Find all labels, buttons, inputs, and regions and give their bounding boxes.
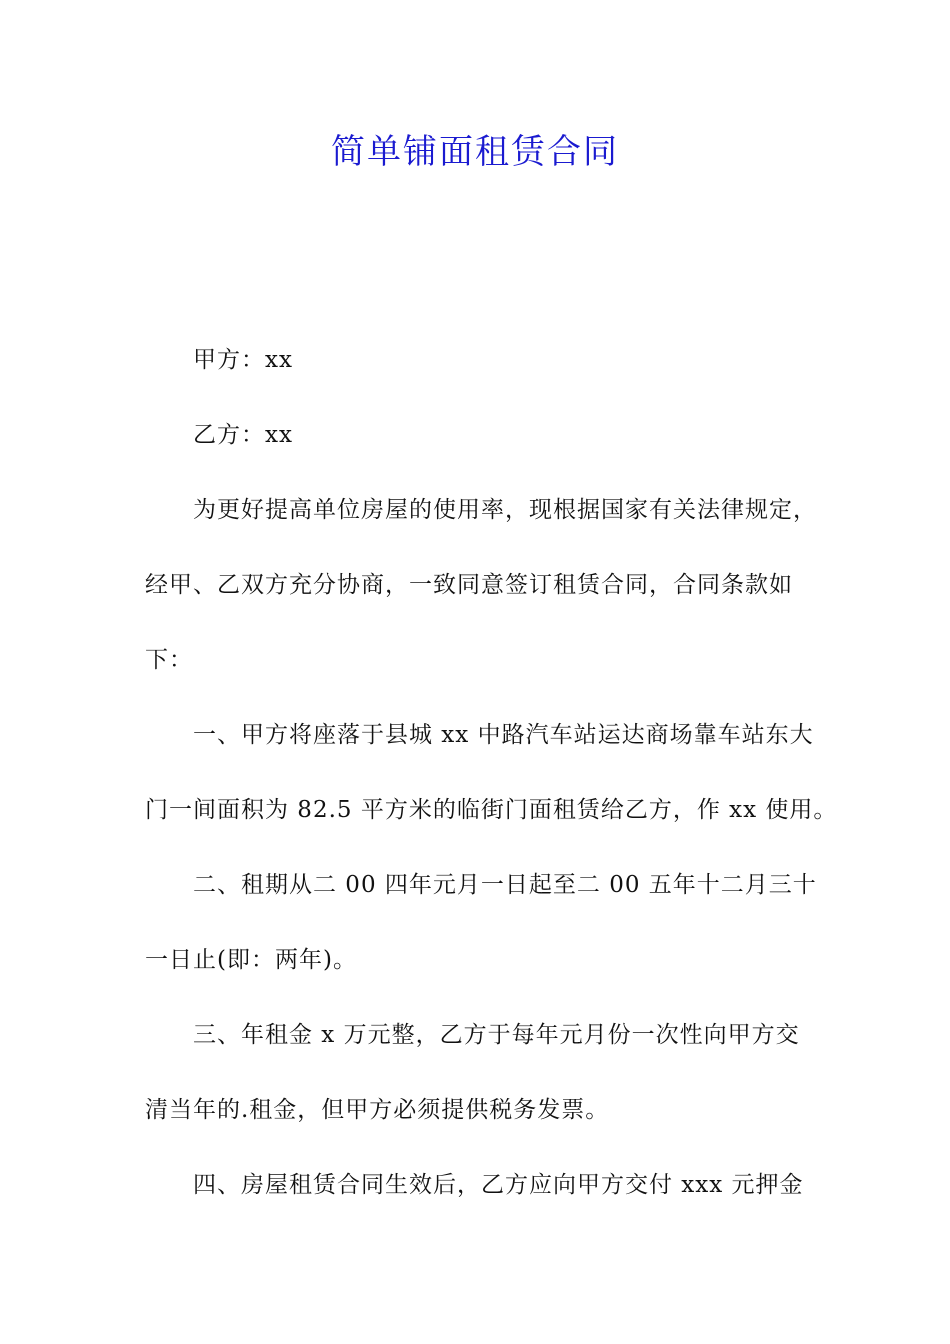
clause-2-line-2: 一日止(即：两年)。 (145, 947, 357, 973)
clause-2-line-1: 二、租期从二 00 四年元月一日起至二 00 五年十二月三十 (193, 872, 817, 898)
clause-3-line-2: 清当年的.租金，但甲方必须提供税务发票。 (145, 1097, 610, 1123)
document-title: 简单铺面租赁合同 (331, 132, 619, 172)
party-b-line: 乙方：xx (193, 422, 293, 448)
party-a-line: 甲方：xx (193, 347, 293, 373)
clause-4-line-1: 四、房屋租赁合同生效后，乙方应向甲方交付 xxx 元押金 (193, 1172, 804, 1198)
clause-1-line-1: 一、甲方将座落于县城 xx 中路汽车站运达商场靠车站东大 (193, 722, 814, 748)
clause-3-line-1: 三、年租金 x 万元整，乙方于每年元月份一次性向甲方交 (193, 1022, 800, 1048)
preamble-line-1: 为更好提高单位房屋的使用率，现根据国家有关法律规定， (193, 497, 817, 523)
preamble-line-2: 经甲、乙双方充分协商，一致同意签订租赁合同，合同条款如 (145, 572, 793, 598)
clause-1-line-2: 门一间面积为 82.5 平方米的临街门面租赁给乙方，作 xx 使用。 (145, 797, 838, 823)
preamble-line-3: 下： (145, 647, 193, 673)
